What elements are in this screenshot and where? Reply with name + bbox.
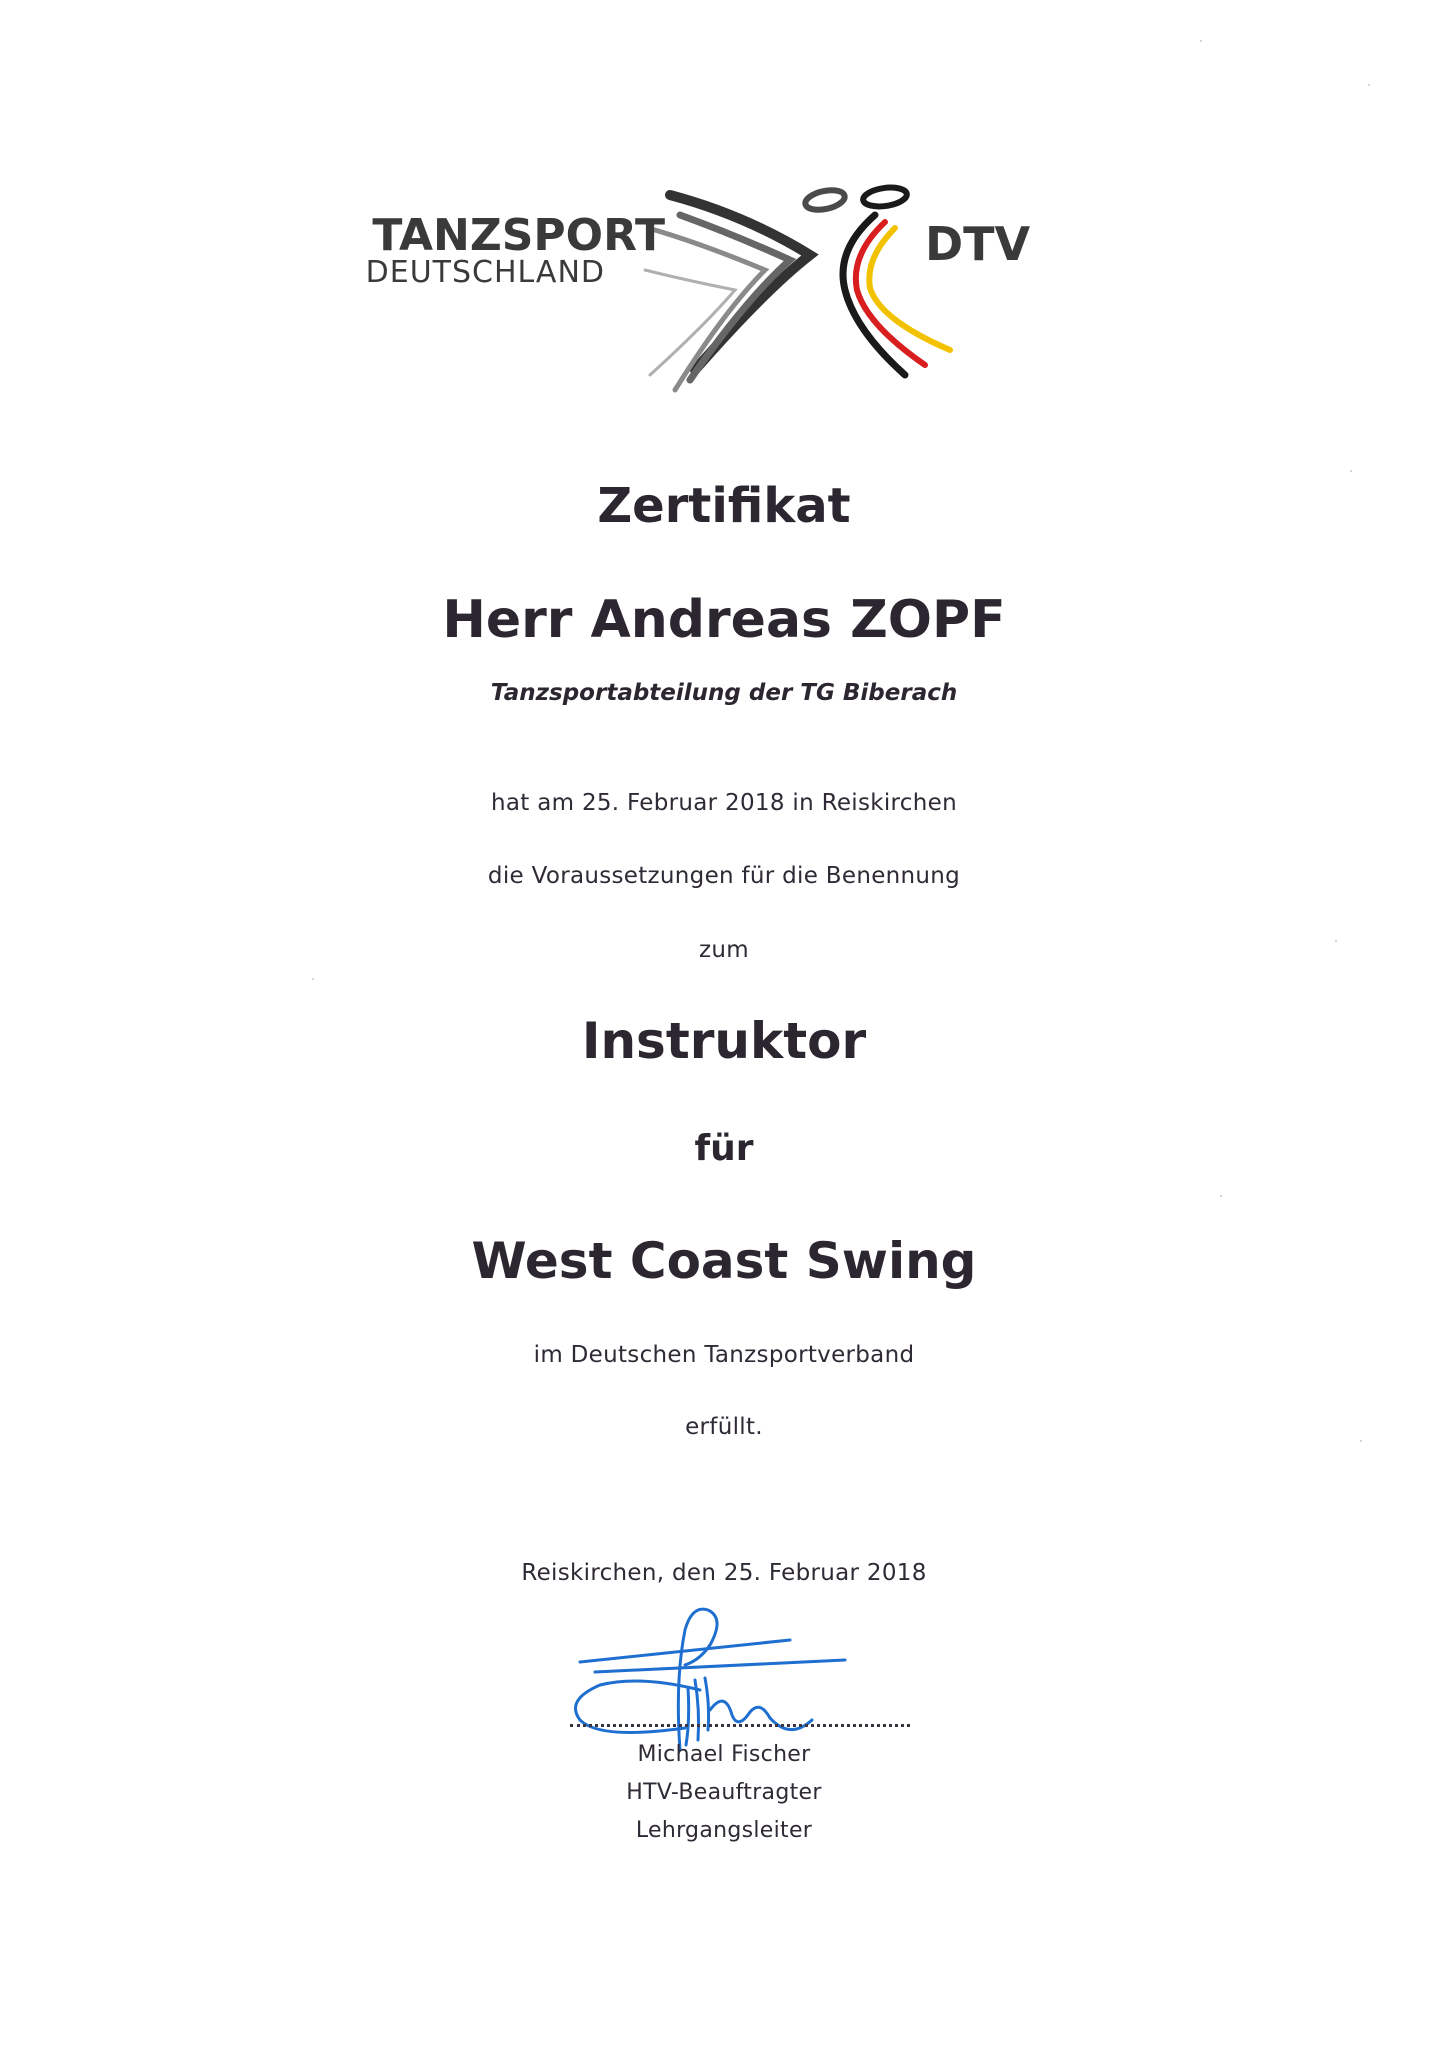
signer-name: Michael Fischer [637, 1742, 811, 1767]
dtv-logo [365, 160, 1065, 400]
scan-speck [1368, 84, 1370, 86]
association-line: im Deutschen Tanzsportverband [533, 1342, 915, 1368]
signer-role-2: Lehrgangsleiter [635, 1818, 813, 1843]
recipient-name: Herr Andreas ZOPF [442, 590, 1006, 650]
scan-speck [312, 978, 314, 980]
date-place-line: hat am 25. Februar 2018 in Reiskirchen [491, 790, 957, 816]
logo-tanzsport-text: TANZSPORT [372, 210, 665, 261]
fulfilled-line: erfüllt. [685, 1414, 763, 1440]
place-date-line: Reiskirchen, den 25. Februar 2018 [521, 1560, 927, 1586]
club-name: Tanzsportabteilung der TG Biberach [490, 680, 958, 706]
scan-speck [1350, 470, 1352, 472]
signer-role-1: HTV-Beauftragter [626, 1780, 822, 1805]
scan-speck [1220, 1195, 1222, 1197]
logo-deutschland-text: DEUTSCHLAND [365, 255, 605, 290]
role-title: Instruktor [581, 1012, 867, 1070]
fuer-line: für [694, 1128, 754, 1169]
requirements-line: die Voraussetzungen für die Benennung [487, 863, 961, 889]
handwritten-signature [560, 1600, 870, 1760]
discipline-title: West Coast Swing [471, 1232, 977, 1290]
zum-line: zum [699, 937, 749, 963]
signature-line [570, 1724, 910, 1731]
logo-dtv-text: DTV [925, 217, 1031, 271]
scan-speck [1335, 940, 1337, 942]
certificate-title: Zertifikat [597, 478, 851, 534]
scan-speck [1360, 1440, 1362, 1442]
scan-speck [1200, 40, 1202, 42]
